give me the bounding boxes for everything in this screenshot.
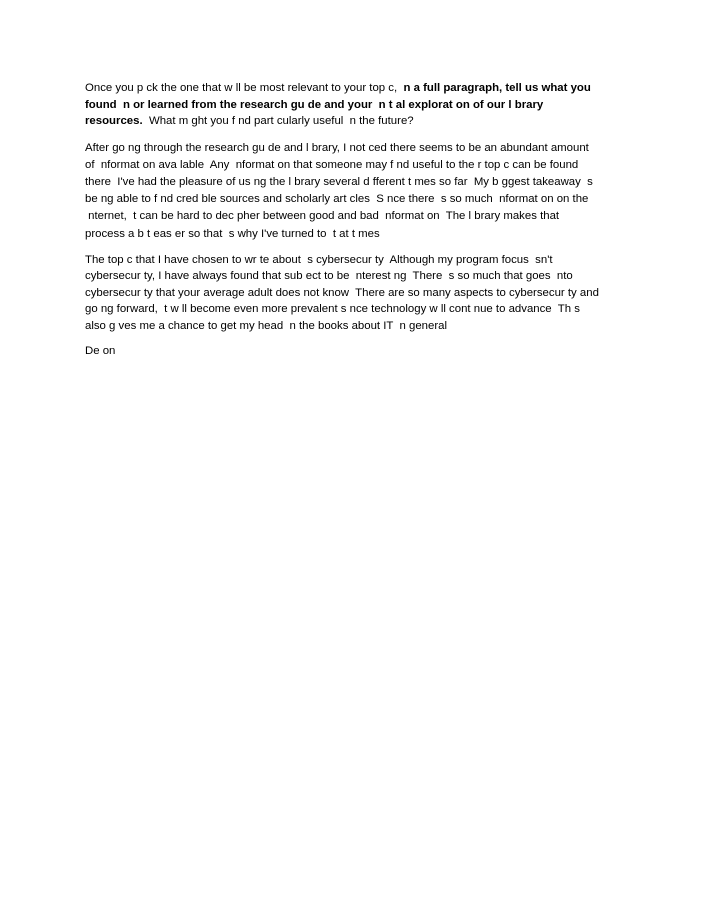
paragraph-line: be ng able to f nd cred ble sources and scholarly art cles S nce there s so much nformat on on the: [85, 193, 589, 206]
prompt-paragraph: [85, 80, 637, 130]
paragraph-line: cybersecur ty that your average adult does not know There are so many aspects to cybersecur ty and: [85, 286, 599, 299]
paragraph-line: The top c that I have chosen to wr te about s cybersecur ty Although my program focus sn't: [85, 253, 553, 266]
paragraph-line: also g ves me a chance to get my head n the books about IT n general: [85, 319, 447, 332]
prompt-instruction-bold: n a full paragraph, tell us what you: [403, 82, 591, 94]
paragraph-line: process a b t eas er so that s why I've turned to t at t mes: [85, 227, 380, 240]
prompt-question-text: What m ght you f nd part cularly useful n the future?: [142, 115, 414, 127]
prompt-line-1: [85, 80, 637, 97]
prompt-resources-bold: resources.: [85, 115, 143, 127]
paragraph-line: of nformat on ava lable Any nformat on that someone may f nd useful to the r top c can be found: [85, 158, 579, 171]
paragraph-line: cybersecur ty, I have always found that sub ect to be nterest ng There s so much that goes nto: [85, 270, 573, 283]
prompt-line-3: [85, 113, 637, 130]
paragraph-line: go ng forward, t w ll become even more prevalent s nce technology w ll cont nue to advance Th s: [85, 303, 580, 316]
prompt-intro-text: Once you p ck the one that w ll be most relevant to your top c,: [85, 82, 404, 94]
paragraph-line: After go ng through the research gu de and l brary, I not ced there seems to be an abundant amount: [85, 141, 589, 154]
paragraph-line: nternet, t can be hard to dec pher between good and bad nformat on The l brary makes that: [85, 210, 560, 223]
paragraph-line: there I've had the pleasure of us ng the l brary several d fferent t mes so far My b ggest takeaway s: [85, 175, 593, 188]
response-paragraph-topic: [85, 252, 637, 335]
document-body: [85, 80, 637, 369]
prompt-line-2: found n or learned from the research gu de and your n t al explorat on of our l brary: [85, 98, 544, 111]
response-paragraph-library: [85, 140, 637, 243]
author-signature: De on: [85, 345, 116, 358]
